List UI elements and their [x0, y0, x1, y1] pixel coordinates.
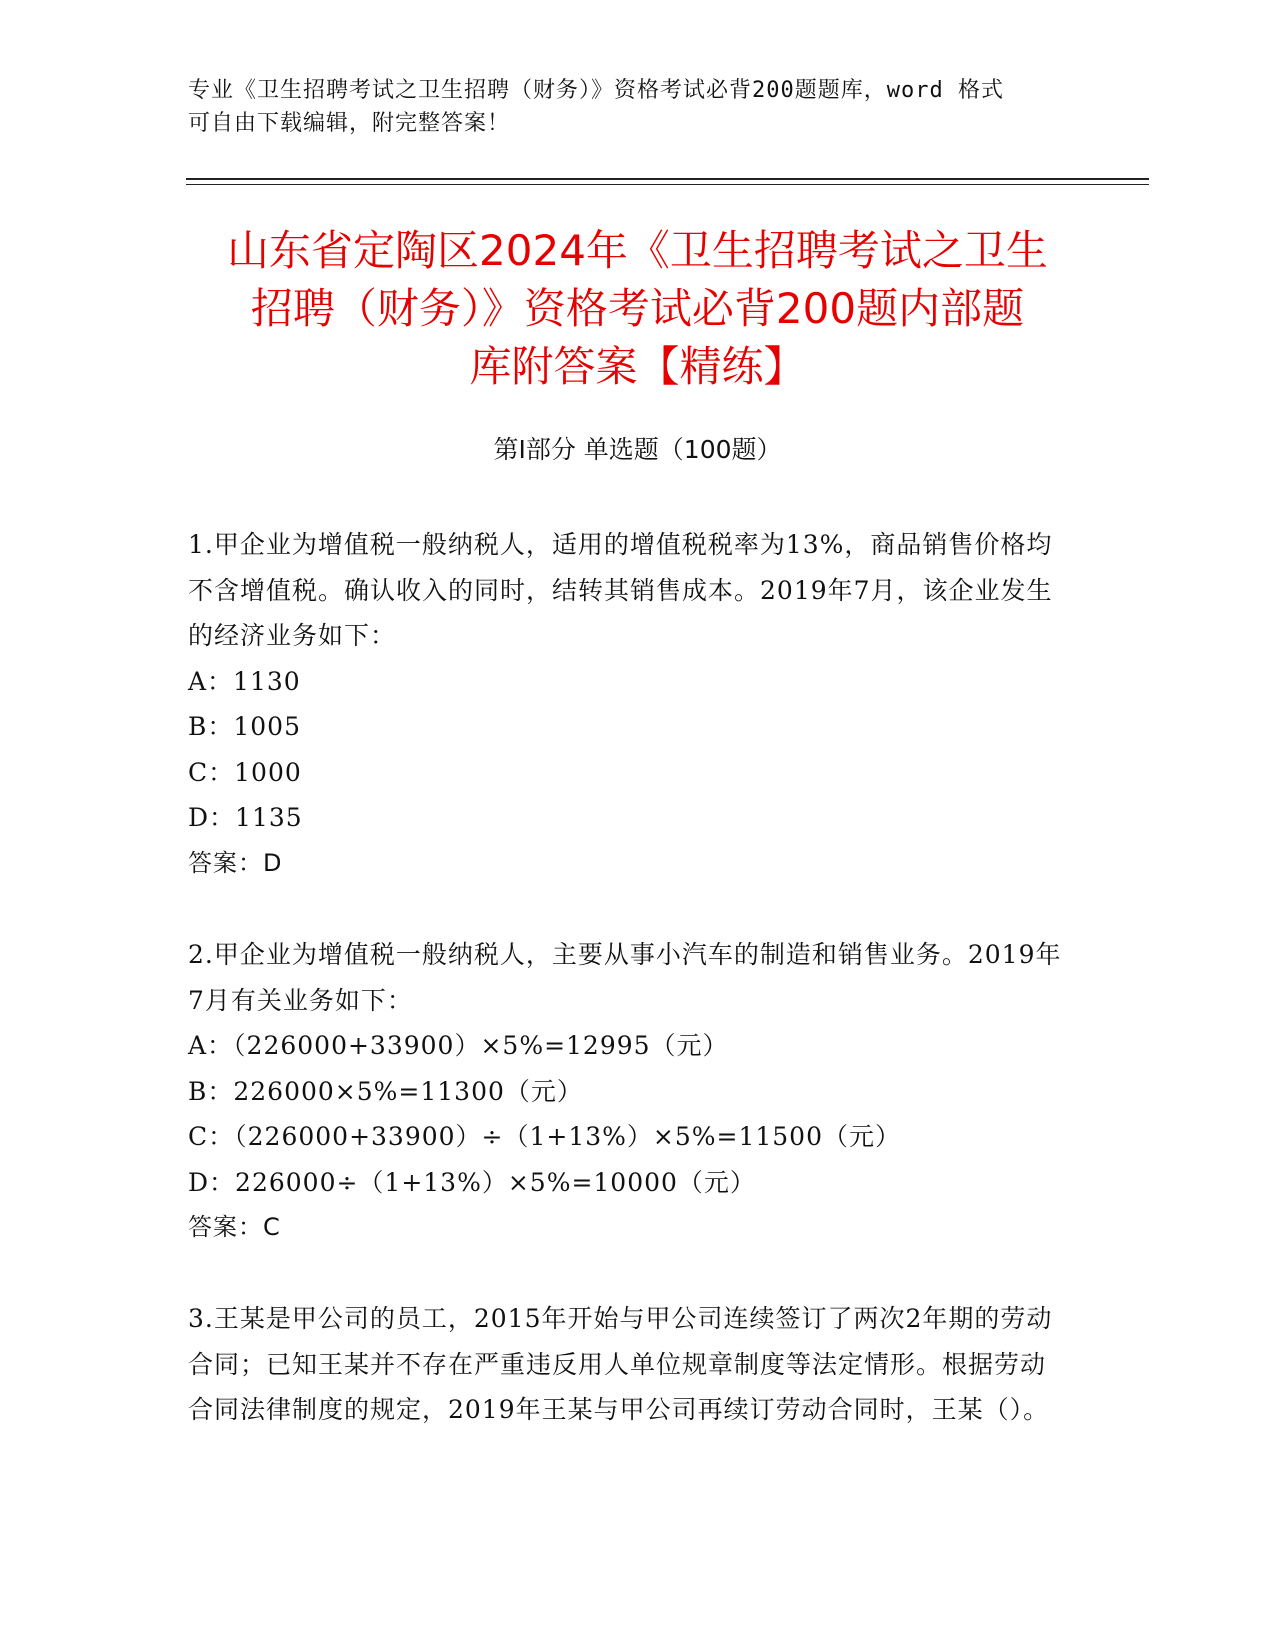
option-d: D：1135	[188, 803, 303, 832]
header-note-line-2: 可自由下载编辑，附完整答案！	[188, 111, 511, 136]
answer-line: 答案：D	[188, 848, 283, 877]
document-title-line-1: 山东省定陶区2024年《卫生招聘考试之卫生	[227, 226, 1048, 275]
header-divider-thin	[186, 184, 1149, 185]
option-d: D：226000÷（1+13%）×5%=10000（元）	[188, 1167, 756, 1197]
question-block	[188, 1296, 1068, 1433]
document-title	[150, 222, 1125, 396]
option-c: C：（226000+33900）÷（1+13%）×5%=11500（元）	[188, 1122, 901, 1151]
answer-line: 答案：C	[188, 1213, 281, 1241]
question-stem: 3.王某是甲公司的员工，2015年开始与甲公司连续签订了两次2年期的劳动合同；已知王某并不存在严重违反用人单位规章制度等法定情形。根据劳动合同法律制度的规定，2019年王某与甲公司再续订劳动合同时，王某（）。	[188, 1304, 1053, 1424]
option-a: A：1130	[188, 666, 301, 696]
document-title-line-2: 招聘（财务）》资格考试必背200题内部题	[250, 284, 1025, 333]
document-title-line-3: 库附答案【精练】	[469, 342, 806, 391]
question-block	[188, 522, 1068, 886]
option-c: C：1000	[188, 757, 302, 787]
option-a: A：（226000+33900）×5%=12995（元）	[188, 1031, 729, 1060]
header-divider-thick	[186, 178, 1149, 180]
header-note-line-1: 专业《卫生招聘考试之卫生招聘（财务）》资格考试必背200题题库，word 格式	[188, 78, 1004, 103]
option-b: B：1005	[188, 712, 301, 741]
question-stem: 1.甲企业为增值税一般纳税人，适用的增值税税率为13%，商品销售价格均不含增值税。确认收入的同时，结转其销售成本。2019年7月，该企业发生的经济业务如下：	[188, 530, 1053, 650]
question-stem: 2.甲企业为增值税一般纳税人，主要从事小汽车的制造和销售业务。2019年7月有关业务如下：	[188, 940, 1062, 1015]
option-b: B：226000×5%=11300（元）	[188, 1076, 583, 1106]
header-note	[188, 74, 1068, 140]
section-heading: 第I部分 单选题（100题）	[493, 435, 782, 464]
question-block	[188, 932, 1068, 1251]
